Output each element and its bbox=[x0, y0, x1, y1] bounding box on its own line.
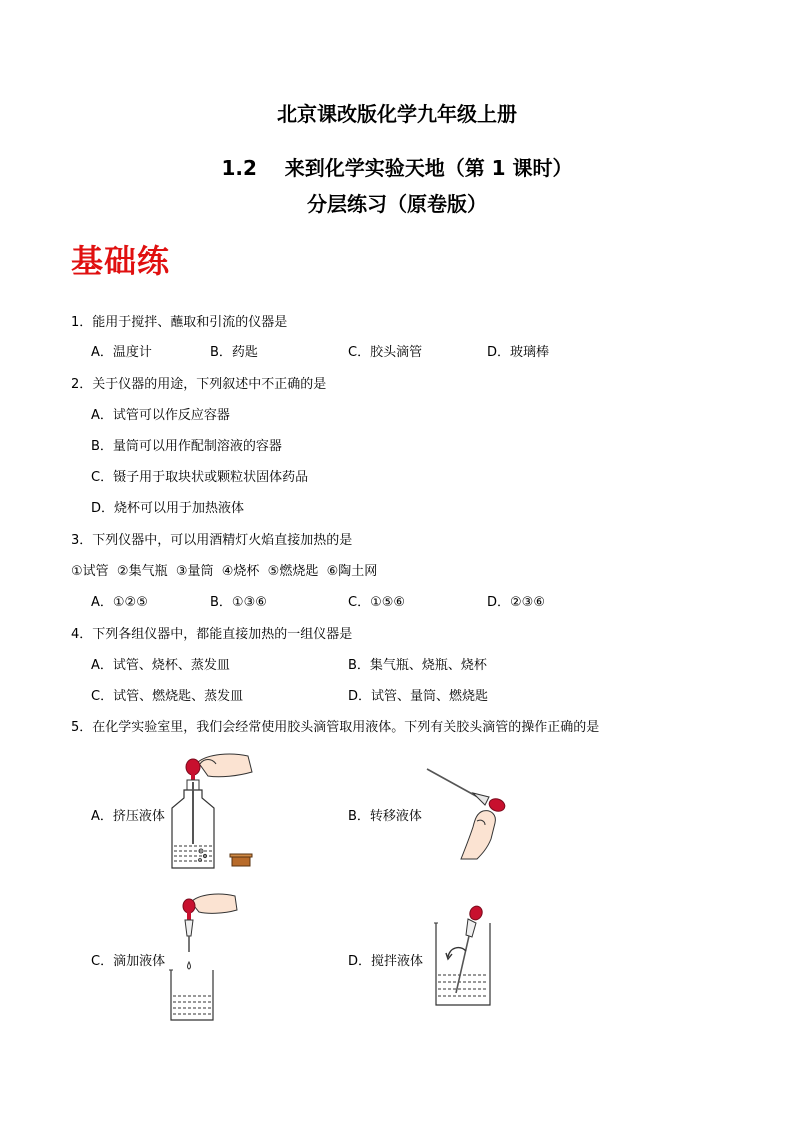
question-5-stem: 5．在化学实验室里，我们会经常使用胶头滴管取用液体。下列有关胶头滴管的操作正确的是 bbox=[71, 720, 600, 735]
q1-option-b: B．药匙 bbox=[210, 345, 258, 360]
q4-option-c: C．试管、燃烧匙、蒸发皿 bbox=[91, 689, 244, 704]
question-2-stem: 2．关于仪器的用途，下列叙述中不正确的是 bbox=[71, 377, 327, 392]
section-title: 基础练 bbox=[71, 242, 171, 280]
q3-option-c: C．①⑤⑥ bbox=[348, 595, 406, 610]
question-4-stem: 4．下列各组仪器中，都能直接加热的一组仪器是 bbox=[71, 627, 353, 642]
q5-option-a: A．挤压液体 bbox=[91, 809, 165, 824]
dropper-tilted-upward-illustration bbox=[425, 765, 515, 860]
dropper-above-beaker-illustration bbox=[165, 890, 245, 1025]
subtitle: 分层练习（原卷版） bbox=[307, 192, 487, 216]
q5-option-b: B．转移液体 bbox=[348, 809, 422, 824]
q5-option-c: C．滴加液体 bbox=[91, 954, 166, 969]
q3-instrument-list: ①试管 ②集气瓶 ③量筒 ④烧杯 ⑤燃烧匙 ⑥陶土网 bbox=[71, 564, 378, 579]
squeeze-dropper-in-bottle-illustration bbox=[160, 750, 260, 875]
q2-option-b: B．量筒可以用作配制溶液的容器 bbox=[91, 439, 282, 454]
q3-option-a: A．①②⑤ bbox=[91, 595, 148, 610]
question-3-stem: 3．下列仪器中，可以用酒精灯火焰直接加热的是 bbox=[71, 533, 353, 548]
question-1-stem: 1．能用于搅拌、蘸取和引流的仪器是 bbox=[71, 315, 288, 330]
q4-option-b: B．集气瓶、烧瓶、烧杯 bbox=[348, 658, 487, 673]
dropper-stirring-beaker-illustration bbox=[432, 905, 496, 1010]
q2-option-d: D．烧杯可以用于加热液体 bbox=[91, 501, 245, 516]
q1-option-d: D．玻璃棒 bbox=[487, 345, 550, 360]
q5-option-d: D．搅拌液体 bbox=[348, 954, 424, 969]
q4-option-a: A．试管、烧杯、蒸发皿 bbox=[91, 658, 230, 673]
q2-option-a: A．试管可以作反应容器 bbox=[91, 408, 230, 423]
q3-option-b: B．①③⑥ bbox=[210, 595, 267, 610]
lesson-title: 1.2 来到化学实验天地（第 1 课时） bbox=[221, 156, 573, 180]
q4-option-d: D．试管、量筒、燃烧匙 bbox=[348, 689, 489, 704]
q1-option-a: A．温度计 bbox=[91, 345, 152, 360]
q3-option-d: D．②③⑥ bbox=[487, 595, 545, 610]
document-title: 北京课改版化学九年级上册 bbox=[277, 102, 517, 126]
q1-option-c: C．胶头滴管 bbox=[348, 345, 423, 360]
q2-option-c: C．镊子用于取块状或颗粒状固体药品 bbox=[91, 470, 309, 485]
